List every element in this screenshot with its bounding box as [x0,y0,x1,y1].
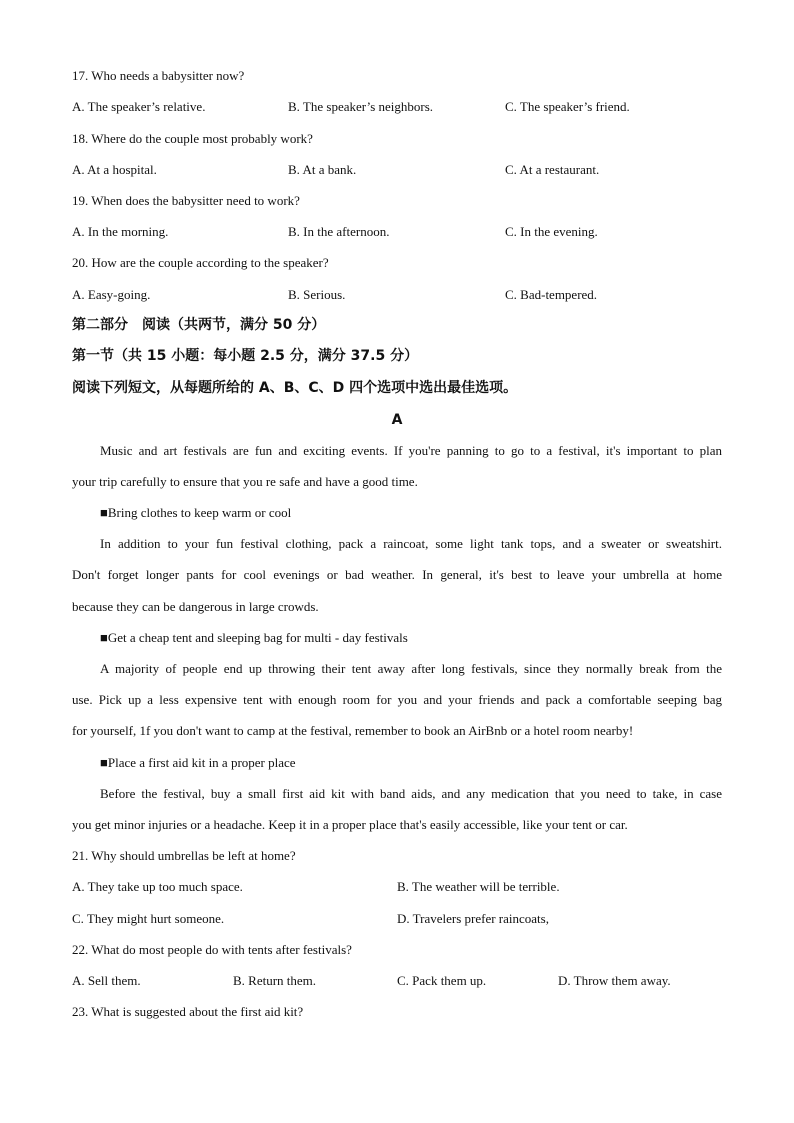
part-two-title: 第二部分 阅读（共两节，满分 50 分） [72,317,326,333]
option-c: C. Pack them up. [397,973,487,988]
option-c: C. Bad-tempered. [505,287,598,302]
option-a: A. Easy-going. [72,287,151,302]
paragraph-tent-line-3: for yourself, 1f you don't want to camp at the festival, remember to book an AirBnb or a hotel room nearby! [72,723,634,738]
option-b: B. At a bank. [288,162,357,177]
question-22-options [72,973,722,989]
option-b: B. Serious. [288,287,346,302]
question-23: 23. What is suggested about the first aid kit? [72,1004,304,1019]
option-a: A. The speaker’s relative. [72,99,206,114]
option-b: B. In the afternoon. [288,224,390,239]
option-d: D. Travelers prefer raincoats, [397,911,549,926]
passage-intro-line-1: Music and art festivals are fun and exciting events. If you're panning to go to a festival, it's important to plan [100,443,722,458]
section-one-title: 第一节（共 15 小题：每小题 2.5 分，满分 37.5 分） [72,348,419,364]
option-a: A. They take up too much space. [72,879,243,894]
question-17-options [72,99,722,115]
option-b: B. The weather will be terrible. [397,879,560,894]
heading-first-aid: ■Place a first aid kit in a proper place [100,755,296,770]
option-c: C. The speaker’s friend. [505,99,630,114]
option-b: B. The speaker’s neighbors. [288,99,434,114]
option-a: A. In the morning. [72,224,169,239]
paragraph-clothes-line-3: because they can be dangerous in large crowds. [72,599,319,614]
paragraph-tent-line-2: use. Pick up a less expensive tent with enough room for you and your friends and pack a comfortable seeping bag [72,692,722,707]
question-21: 21. Why should umbrellas be left at home? [72,848,296,863]
option-c: C. In the evening. [505,224,598,239]
heading-clothes: ■Bring clothes to keep warm or cool [100,505,292,520]
question-19-options [72,224,722,240]
question-18: 18. Where do the couple most probably work? [72,131,313,146]
passage-label: A [391,412,403,428]
question-20-options [72,287,722,303]
question-17: 17. Who needs a babysitter now? [72,68,245,83]
option-c: C. At a restaurant. [505,162,600,177]
question-22: 22. What do most people do with tents after festivals? [72,942,352,957]
question-21-options-cd [72,911,722,927]
paragraph-first-aid-line-1: Before the festival, buy a small first aid kit with band aids, and any medication that you need to take, in case [100,786,722,801]
heading-tent: ■Get a cheap tent and sleeping bag for multi - day festivals [100,630,408,645]
option-b: B. Return them. [233,973,317,988]
question-18-options [72,162,722,178]
paragraph-clothes-line-1: In addition to your fun festival clothing, pack a raincoat, some light tank tops, and a sweater or sweatshirt. [100,536,722,551]
option-c: C. They might hurt someone. [72,911,225,926]
paragraph-clothes-line-2: Don't forget longer pants for cool evenings or bad weather. In general, it's best to leave your umbrella at home [72,567,722,582]
question-20: 20. How are the couple according to the speaker? [72,255,329,270]
question-21-options-ab [72,879,722,895]
question-19: 19. When does the babysitter need to work? [72,193,300,208]
option-d: D. Throw them away. [558,973,671,988]
paragraph-tent-line-1: A majority of people end up throwing their tent away after long festivals, since they normally break from the [100,661,722,676]
option-a: A. At a hospital. [72,162,157,177]
paragraph-first-aid-line-2: you get minor injuries or a headache. Keep it in a proper place that's easily accessible, like your tent or car. [72,817,628,832]
passage-intro-line-2: your trip carefully to ensure that you re safe and have a good time. [72,474,418,489]
option-a: A. Sell them. [72,973,141,988]
reading-instruction: 阅读下列短文，从每题所给的 A、B、C、D 四个选项中选出最佳选项。 [72,380,518,396]
